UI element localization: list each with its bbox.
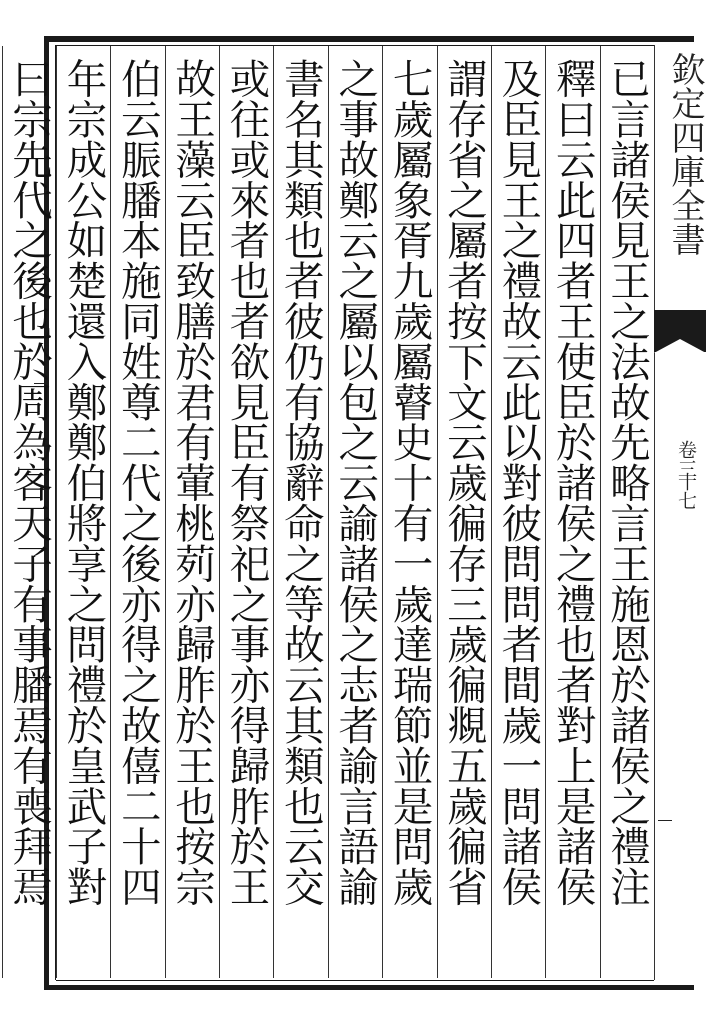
margin-volume-number: 卷三	[675, 440, 697, 478]
margin-book-title: 欽定四庫全書	[665, 52, 705, 256]
text-column: 已言諸侯見王之法故先略言王施恩於諸侯之禮注	[600, 46, 654, 978]
text-column: 之事故鄭云之屬以包之云諭諸侯之志者諭言語諭	[328, 46, 382, 978]
text-body	[5, 46, 654, 978]
text-column: 伯云脤膰本施同姓尊二代之後亦得之故僖二十四	[110, 46, 164, 978]
text-column: 書名其類也者彼仍有協辭命之等故云其類也云交	[273, 46, 327, 978]
text-column: 故王藻云臣致膳於君有葷桃茢亦歸胙於王也按宗	[165, 46, 219, 978]
text-column: 或往或來者也者欲見臣有祭祀之事亦得歸胙於王	[219, 46, 273, 978]
margin-page-number: 十七	[675, 472, 697, 510]
text-column: 釋曰云此四者王使臣於諸侯之禮也者對上是諸侯	[545, 46, 599, 978]
fishtail-ornament	[654, 310, 706, 352]
text-column: 年宗成公如楚還入鄭鄭伯將享之問禮於皇武子對	[56, 46, 110, 978]
text-column: 謂存省之屬者按下文云歲徧存三歲徧覜五歲徧省	[437, 46, 491, 978]
inner-rule-bottom	[56, 980, 654, 981]
text-column: 七歲屬象胥九歲屬瞽史十有一歲達瑞節並是問歲	[382, 46, 436, 978]
text-column: 及臣見王之禮故云此以對彼問問者間歲一問諸侯	[491, 46, 545, 978]
margin-tick-right	[658, 820, 672, 821]
text-column: 曰宗先代之後也於周為客天子有事膰焉有喪拜焉	[2, 46, 56, 978]
